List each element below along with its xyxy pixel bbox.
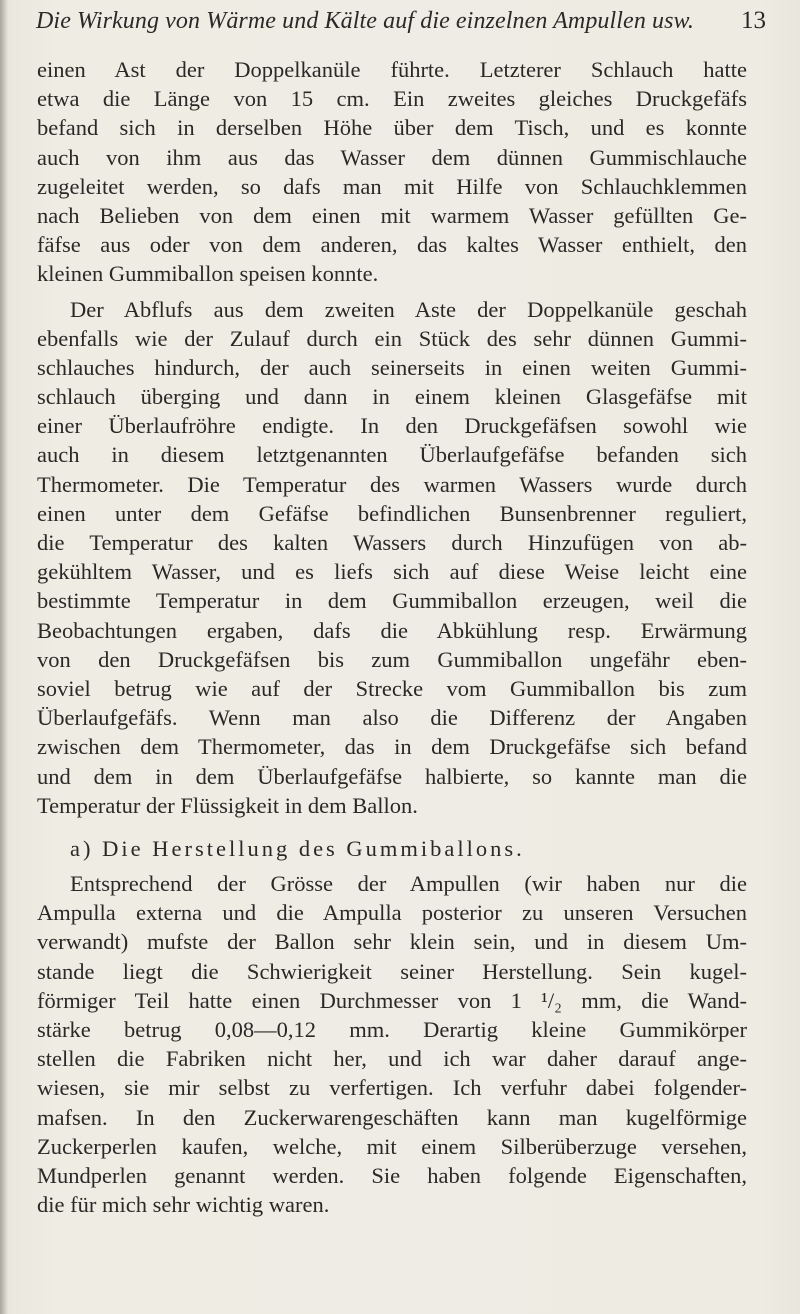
paragraph-1 [37, 55, 747, 289]
text-line: Entsprechend der Grösse der Ampullen (wir haben nur die [70, 871, 747, 897]
text-line: förmiger Teil hatte einen Durchmesser von 1 ¹/₂ mm, die Wand- [37, 987, 747, 1013]
paragraph-3 [37, 869, 747, 1219]
text-line: Mundperlen genannt werden. Sie haben folgende Eigenschaften, [37, 1162, 747, 1188]
text-line: einen Ast der Doppelkanüle führte. Letzterer Schlauch hatte [37, 57, 747, 82]
text-line: mafsen. In den Zuckerwarengeschäften kann man kugelförmige [37, 1104, 747, 1130]
text-line: Ampulla externa und die Ampulla posterior zu unseren Versuchen [37, 900, 747, 926]
text-line: Der Abflufs aus dem zweiten Aste der Doppelkanüle geschah [70, 296, 747, 322]
text-line: Thermometer. Die Temperatur des warmen Wassers wurde durch [37, 471, 747, 497]
text-line: soviel betrug wie auf der Strecke vom Gummiballon bis zum [37, 675, 747, 701]
text-line: die für mich sehr wichtig waren. [37, 1192, 330, 1218]
text-line: nach Belieben von dem einen mit warmem Wasser gefüllten Ge- [37, 202, 747, 228]
text-line: etwa die Länge von 15 cm. Ein zweites gleiches Druckgefäfs [37, 86, 747, 112]
text-line: einen unter dem Gefäfse befindlichen Bunsenbrenner reguliert, [37, 500, 747, 526]
text-line: auch von ihm aus das Wasser dem dünnen Gummischlauche [37, 144, 747, 170]
text-line: von den Druckgefäfsen bis zum Gummiballon ungefähr eben- [37, 646, 747, 672]
spine-shadow [0, 0, 8, 1314]
page-number: 13 [741, 7, 766, 34]
text-line: und dem in dem Überlaufgefäfse halbierte, so kannte man die [37, 763, 747, 789]
text-line: verwandt) mufste der Ballon sehr klein sein, und in diesem Um- [37, 929, 747, 955]
text-line: bestimmte Temperatur in dem Gummiballon erzeugen, weil die [37, 588, 747, 614]
text-line: fäfse aus oder von dem anderen, das kaltes Wasser enthielt, den [37, 232, 747, 258]
paragraph-2 [37, 295, 747, 820]
text-line: schlauch überging und dann in einem kleinen Glasgefäfse mit [37, 384, 747, 410]
text-line: Zuckerperlen kaufen, welche, mit einem Silberüberzuge versehen, [37, 1133, 747, 1159]
text-line: befand sich in derselben Höhe über dem Tisch, und es konnte [37, 115, 747, 141]
text-line: einer Überlaufröhre endigte. In den Druckgefäfsen sowohl wie [37, 413, 747, 439]
text-line: Beobachtungen ergaben, dafs die Abkühlung resp. Erwärmung [37, 617, 747, 643]
text-line: stande liegt die Schwierigkeit seiner Herstellung. Sein kugel- [37, 958, 747, 984]
running-head: Die Wirkung von Wärme und Kälte auf die einzelnen Ampullen usw. [36, 8, 694, 34]
text-line: wiesen, sie mir selbst zu verfertigen. Ich verfuhr dabei folgender- [37, 1075, 747, 1101]
text-line: auch in diesem letztgenannten Überlaufgefäfse befanden sich [37, 442, 747, 468]
page-header [36, 6, 766, 40]
text-line: kleinen Gummiballon speisen konnte. [37, 261, 379, 287]
section-heading: a) Die Herstellung des Gummiballons. [70, 835, 525, 861]
text-line: zwischen dem Thermometer, das in dem Druckgefäfse sich befand [37, 734, 747, 760]
text-line: Temperatur der Flüssigkeit in dem Ballon. [37, 792, 418, 818]
text-line: Überlaufgefäfs. Wenn man also die Differenz der Angaben [37, 705, 747, 731]
text-line: schlauches hindurch, der auch seinerseits in einen weiten Gummi- [37, 354, 747, 380]
text-line: ebenfalls wie der Zulauf durch ein Stück des sehr dünnen Gummi- [37, 325, 747, 351]
text-line: stärke betrug 0,08—0,12 mm. Derartig kleine Gummikörper [37, 1017, 747, 1042]
text-line: zugeleitet werden, so dafs man mit Hilfe von Schlauchklemmen [37, 173, 747, 199]
text-line: gekühltem Wasser, und es liefs sich auf diese Weise leicht eine [37, 559, 747, 585]
text-line: stellen die Fabriken nicht her, und ich war daher darauf ange- [37, 1046, 747, 1072]
body-text [37, 55, 747, 1219]
text-line: die Temperatur des kalten Wassers durch Hinzufügen von ab- [37, 530, 747, 555]
